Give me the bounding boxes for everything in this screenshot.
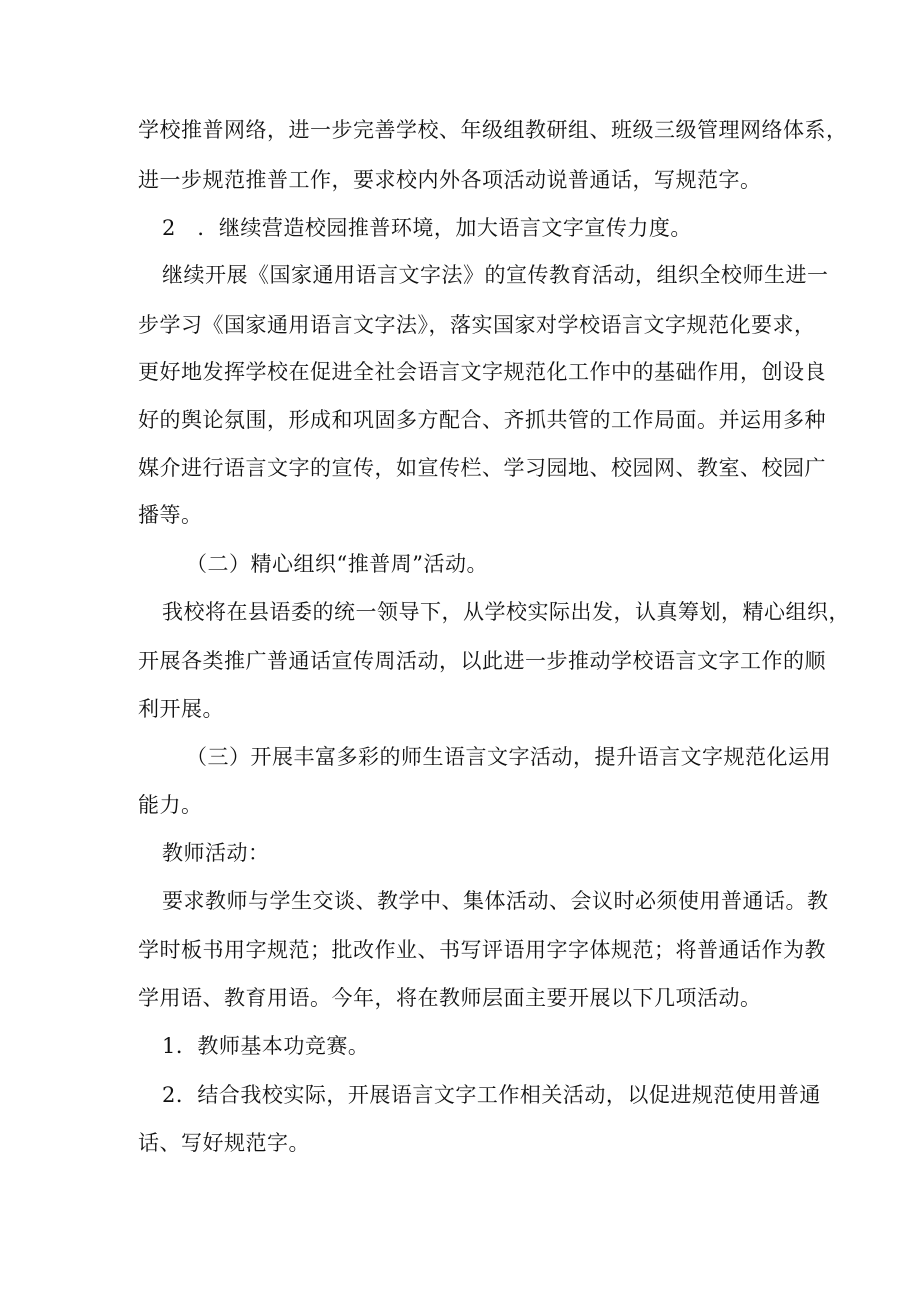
list-item-2: 2．结合我校实际，开展语言文字工作相关活动，以促进规范使用普通	[162, 1083, 821, 1107]
text-line-6: 更好地发挥学校在促进全社会语言文字规范化工作中的基础作用，创设良	[138, 360, 826, 384]
text-line-11: 我校将在县语委的统一领导下，从学校实际出发，认真筹划，精心组织，	[162, 600, 850, 624]
list-item-1: 1．教师基本功竞赛。	[162, 1034, 370, 1058]
text-line-19: 学用语、教育用语。今年，将在教师层面主要开展以下几项活动。	[138, 986, 762, 1010]
text-line-7: 好的舆论氛围，形成和巩固多方配合、齐抓共管的工作局面。并运用多种	[138, 408, 826, 432]
list-item-2-heading: 2 ．继续营造校园推普环境，加大语言文字宣传力度。	[162, 216, 692, 240]
subheading-teacher-activities: 教师活动：	[162, 841, 270, 865]
text-line-22: 话、写好规范字。	[138, 1131, 310, 1155]
text-line-12: 开展各类推广普通话宣传周活动，以此进一步推动学校语言文字工作的顺	[138, 649, 826, 673]
text-line-2: 进一步规范推普工作，要求校内外各项活动说普通话，写规范字。	[138, 168, 762, 192]
text-line-5: 步学习《国家通用语言文字法》，落实国家对学校语言文字规范化要求，	[138, 313, 816, 337]
text-line-9: 播等。	[138, 503, 203, 527]
section-heading-two: （二）精心组织“推普周”活动。	[186, 552, 488, 576]
text-line-13: 利开展。	[138, 697, 224, 721]
text-line-17: 要求教师与学生交谈、教学中、集体活动、会议时必须使用普通话。教	[162, 889, 829, 913]
section-heading-three: （三）开展丰富多彩的师生语言文字活动，提升语言文字规范化运用	[186, 745, 831, 769]
text-line-8: 媒介进行语言文字的宣传，如宣传栏、学习园地、校园网、教室、校园广	[138, 456, 826, 480]
text-line-18: 学时板书用字规范；批改作业、书写评语用字字体规范；将普通话作为教	[138, 938, 826, 962]
text-line-15: 能力。	[138, 793, 203, 817]
text-line-4: 继续开展《国家通用语言文字法》的宣传教育活动，组织全校师生进一	[162, 263, 829, 287]
text-line-1: 学校推普网络，进一步完善学校、年级组教研组、班级三级管理网络体系，	[138, 118, 848, 142]
